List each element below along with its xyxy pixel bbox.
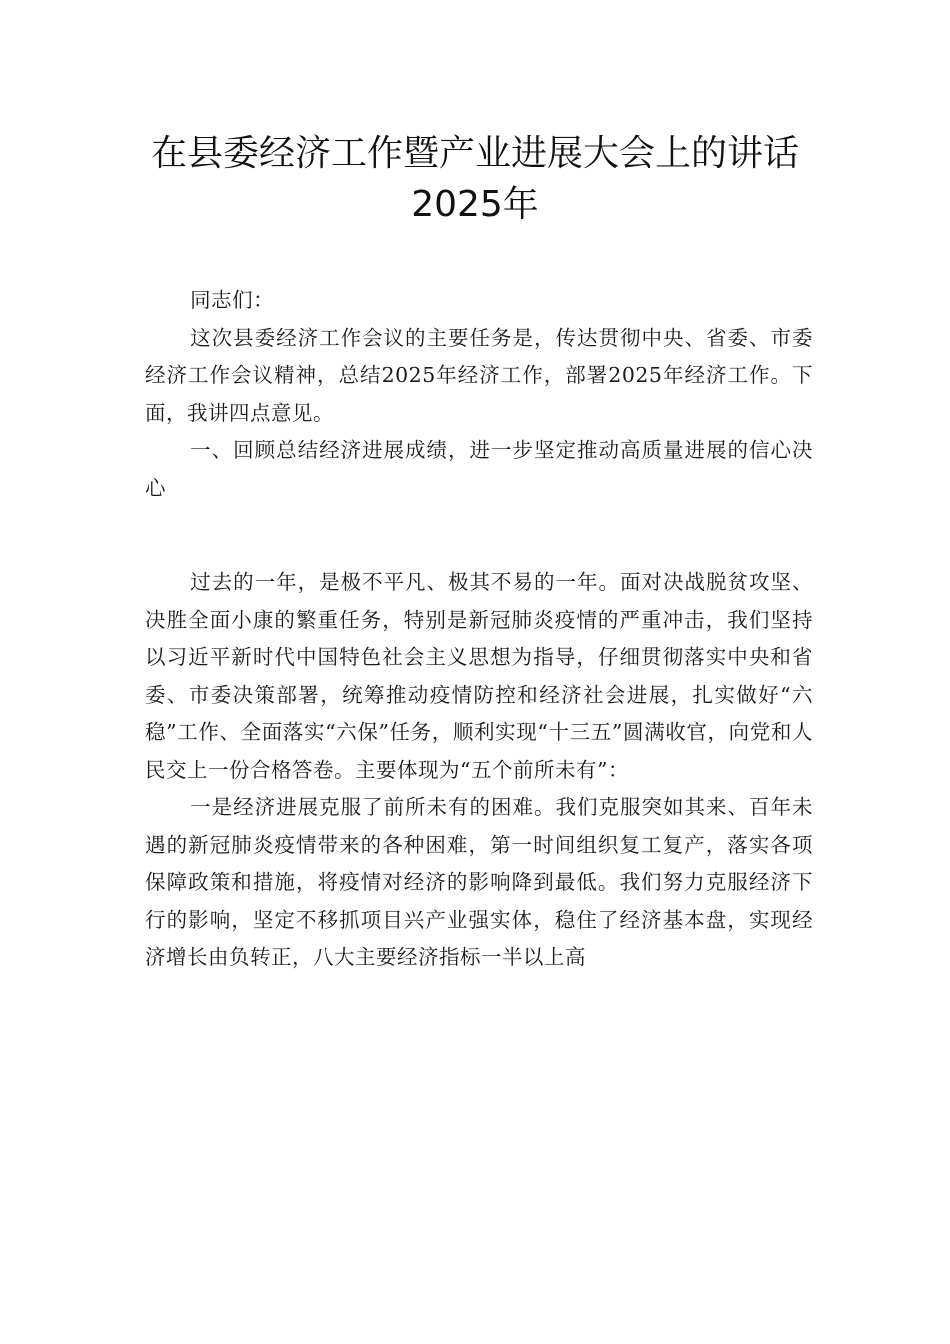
section-heading-1: 一、回顾总结经济进展成绩，进一步坚定推动高质量进展的信心决心 [145,438,813,500]
paragraph-intro: 这次县委经济工作会议的主要任务是，传达贯彻中央、省委、市委经济工作会议精神，总结2025年经济工作，部署2025年经济工作。下面，我讲四点意见。 [145,325,813,425]
paragraph-point-1: 一是经济进展克服了前所未有的困难。我们克服突如其来、百年未遇的新冠肺炎疫情带来的各种困难，第一时间组织复工复产，落实各项保障政策和措施，将疫情对经济的影响降到最低。我们努力克服经济下行的影响，坚定不移抓项目兴产业强实体，稳住了经济基本盘，实现经济增长由负转正，八大主要经济指标一半以上高 [145,795,813,969]
document-title: 在县委经济工作暨产业进展大会上的讲话2025年 [150,133,799,225]
greeting: 同志们： [190,288,275,312]
document-body [145,282,813,977]
paragraph-review: 过去的一年，是极不平凡、极其不易的一年。面对决战脱贫攻坚、决胜全面小康的繁重任务，特别是新冠肺炎疫情的严重冲击，我们坚持以习近平新时代中国特色社会主义思想为指导，仔细贯彻落实中央和省委、市委决策部署，统筹推动疫情防控和经济社会进展，扎实做好“六稳”工作、全面落实“六保”任务，顺利实现“十三五”圆满收官，向党和人民交上一份合格答卷。主要体现为“五个前所未有”： [145,570,813,782]
